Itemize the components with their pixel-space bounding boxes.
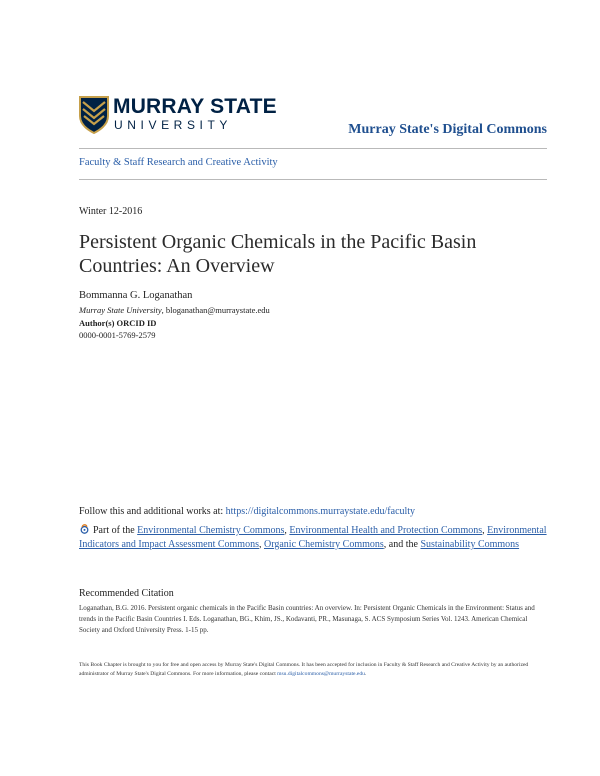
orcid-id: 0000-0001-5769-2579	[79, 330, 156, 340]
repository-name-link[interactable]: Murray State's Digital Commons	[348, 122, 547, 137]
commons-link-organic-chemistry[interactable]: Organic Chemistry Commons	[263, 539, 384, 550]
footer-note	[79, 661, 549, 679]
wordmark-line1: MURRAY STATE	[113, 95, 277, 118]
commons-link-environmental-chemistry[interactable]: Environmental Chemistry Commons	[137, 525, 285, 536]
series-link[interactable]: Faculty & Staff Research and Creative Activity	[79, 157, 278, 168]
series-divider	[79, 179, 547, 180]
follow-text: Follow this and additional works at:	[79, 506, 226, 517]
separator: ,	[284, 525, 290, 536]
and-the: , and the	[383, 539, 421, 550]
commons-link-environmental-indicators[interactable]: Environmental Indicators and Impact Assessment Commons	[79, 525, 547, 550]
footer-end: .	[364, 671, 367, 677]
recommended-citation-heading: Recommended Citation	[79, 588, 174, 599]
separator: ,	[482, 525, 488, 536]
open-access-icon	[79, 523, 90, 534]
footer-text: This Book Chapter is brought to you for free and open access by Murray State's Digital Commons. It has been accepted for inclusion in Faculty & Staff Research and Creative Activity by an authorized administrator of Murray State's Digital Commons. For more information, please contact	[79, 662, 529, 677]
follow-line	[79, 506, 415, 517]
commons-link-sustainability[interactable]: Sustainability Commons	[420, 539, 520, 550]
author-affiliation	[79, 305, 270, 315]
document-title: Persistent Organic Chemicals in the Pacific Basin Countries: An Overview	[79, 231, 477, 277]
separator: ,	[258, 539, 264, 550]
author-name: Bommanna G. Loganathan	[79, 290, 193, 301]
wordmark-line2: UNIVERSITY	[114, 118, 233, 132]
university-shield-icon	[79, 96, 109, 134]
header-divider	[79, 148, 547, 149]
commons-link-environmental-health[interactable]: Environmental Health and Protection Commons	[289, 525, 483, 536]
part-of-block	[79, 523, 554, 552]
header	[79, 96, 547, 144]
author-institution: Murray State University	[79, 305, 162, 315]
contact-email-link[interactable]: msu.digitalcommons@murraystate.edu	[277, 671, 365, 677]
orcid-label: Author(s) ORCID ID	[79, 318, 157, 328]
part-of-prefix: Part of the	[93, 525, 138, 536]
citation-text: Loganathan, B.G. 2016. Persistent organic chemicals in the Pacific Basin countries: An overview. In: Persistent Organic Chemicals in the Environment: Status and trends in the Pacific Basin Countries I. Eds. Loganathan, BG., Khim, JS., Kodavanti, PR., Masunaga, S. ACS Symposium Series Vol. 1243. American Chemical Society and Oxford University Press. 1-15 pp.	[79, 604, 535, 634]
follow-link[interactable]: https://digitalcommons.murraystate.edu/faculty	[225, 506, 416, 517]
publication-date: Winter 12-2016	[79, 206, 143, 217]
author-email: , bloganathan@murraystate.edu	[161, 305, 270, 315]
